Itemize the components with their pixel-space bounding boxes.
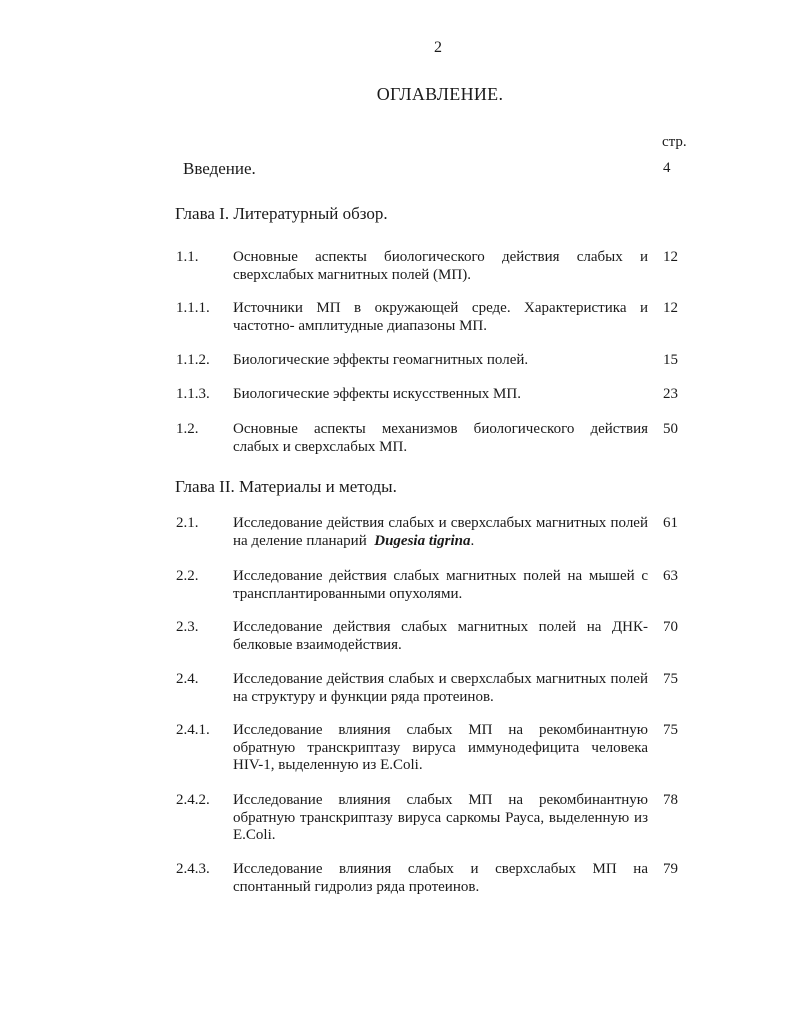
entry-text-block [233,792,648,845]
entry-text-block [233,568,648,603]
entry-page: 61 [663,515,678,531]
chapter-1-title: Глава I. Литературный обзор. [175,204,388,223]
entry-text: Исследование действия слабых и сверхслабых магнитных полей на структуру и функции ряда протеинов. [233,671,648,705]
entry-text: Исследование влияния слабых и сверхслабых МП на спонтанный гидролиз ряда протеинов. [233,861,648,895]
entry-text-end: . [470,532,475,549]
introduction-page: 4 [663,160,671,176]
entry-text-block [233,619,648,654]
entry-text-block [233,352,648,370]
entry-text: Исследование действия слабых магнитных полей на ДНК-белковые взаимодействия. [233,619,648,653]
entry-number: 2.4.2. [176,792,210,808]
chapter-2-title: Глава II. Материалы и методы. [175,477,397,496]
entry-text-italic: Dugesia tigrina [374,532,471,549]
entry-number: 2.4.1. [176,722,210,738]
entry-number: 1.2. [176,421,199,437]
entry-text: Исследование влияния слабых МП на рекомбинантную обратную транскриптазу вируса иммунодефицита человека HIV-1, выделенную из E.Coli. [233,722,648,773]
entry-page: 12 [663,249,678,265]
entry-page: 78 [663,792,678,808]
entry-text: Биологические эффекты искусственных МП. [233,386,521,402]
entry-page: 50 [663,421,678,437]
entry-text: Биологические эффекты геомагнитных полей. [233,352,529,368]
entry-number: 1.1.1. [176,300,210,316]
page-number: 2 [434,39,442,56]
entry-text: Источники МП в окружающей среде. Характеристика и частотно- амплитудные диапазоны МП. [233,300,648,334]
entry-text: Основные аспекты механизмов биологического действия слабых и сверхслабых МП. [233,421,648,455]
entry-number: 2.4.3. [176,861,210,877]
entry-text: Исследование действия слабых магнитных полей на мышей с трансплантированными опухолями. [233,568,648,602]
entry-page: 75 [663,671,678,687]
entry-text-block [233,515,648,550]
entry-text-block [233,300,648,335]
entry-page: 23 [663,386,678,402]
entry-page: 75 [663,722,678,738]
entry-text: Исследование влияния слабых МП на рекомбинантную обратную транскриптазу вируса саркомы Рауса, выделенную из E.Coli. [233,792,648,843]
entry-text-block [233,861,648,896]
entry-text: Основные аспекты биологического действия слабых и сверхслабых магнитных полей (МП). [233,249,648,283]
entry-text-block [233,386,648,404]
entry-text-block [233,421,648,456]
entry-text-block [233,722,648,775]
entry-number: 2.2. [176,568,199,584]
entry-text-block [233,249,648,284]
entry-page: 15 [663,352,678,368]
entry-text: Исследование действия слабых и сверхслабых магнитных полей на деление планарий [233,515,648,549]
entry-number: 1.1. [176,249,199,265]
entry-page: 79 [663,861,678,877]
entry-page: 12 [663,300,678,316]
entry-number: 2.4. [176,671,199,687]
entry-number: 2.3. [176,619,199,635]
entry-number: 2.1. [176,515,199,531]
page-column-label: стр. [662,134,687,150]
page-title: ОГЛАВЛЕНИЕ. [376,84,504,104]
entry-number: 1.1.3. [176,386,210,402]
entry-number: 1.1.2. [176,352,210,368]
entry-text-block [233,671,648,706]
entry-page: 63 [663,568,678,584]
entry-page: 70 [663,619,678,635]
introduction-label: Введение. [183,159,256,178]
